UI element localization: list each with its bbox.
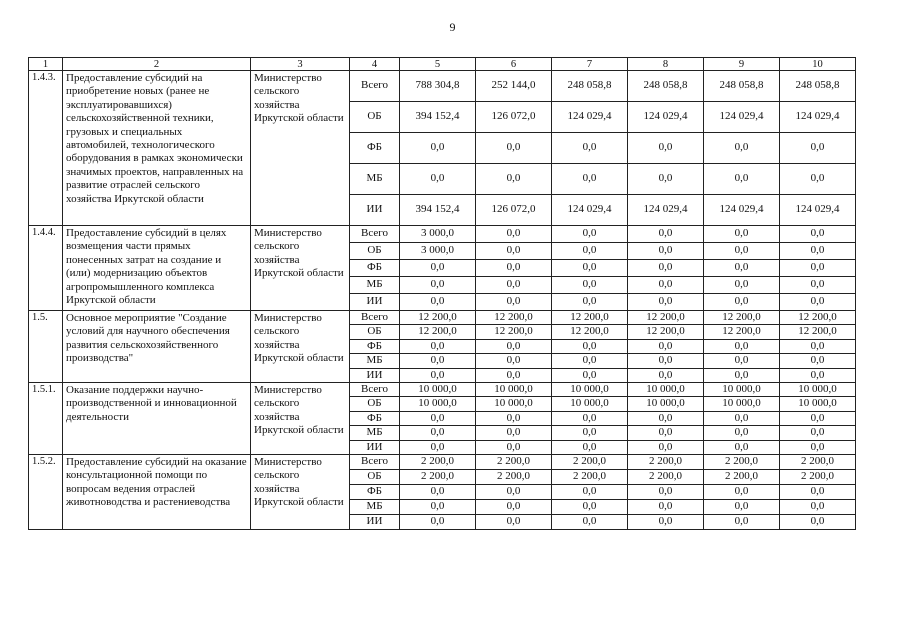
amount-cell: 0,0 [400,260,476,277]
amount-cell: 2 200,0 [628,470,704,485]
amount-cell: 10 000,0 [552,383,628,397]
amount-cell: 126 072,0 [476,195,552,226]
funding-source: ФБ [350,411,400,425]
funding-source: МБ [350,500,400,515]
amount-cell: 124 029,4 [628,102,704,133]
amount-cell: 0,0 [476,226,552,243]
amount-cell: 0,0 [628,226,704,243]
header-cell: 10 [780,58,856,71]
item-number: 1.4.4. [29,226,63,311]
amount-cell: 124 029,4 [552,195,628,226]
header-cell: 1 [29,58,63,71]
funding-source: Всего [350,226,400,243]
amount-cell: 0,0 [628,164,704,195]
amount-cell: 0,0 [780,226,856,243]
amount-cell: 0,0 [704,226,780,243]
amount-cell: 0,0 [780,164,856,195]
amount-cell: 0,0 [780,133,856,164]
funding-source: ФБ [350,485,400,500]
amount-cell: 0,0 [628,426,704,440]
item-ministry: Министерство сельского хозяйства Иркутской области [251,455,350,530]
header-cell: 9 [704,58,780,71]
amount-cell: 0,0 [552,440,628,454]
amount-cell: 0,0 [476,515,552,530]
table-row [29,383,856,397]
amount-cell: 12 200,0 [628,311,704,325]
amount-cell: 0,0 [400,294,476,311]
amount-cell: 0,0 [552,485,628,500]
amount-cell: 394 152,4 [400,195,476,226]
item-number: 1.5.1. [29,383,63,455]
amount-cell: 0,0 [704,339,780,353]
funding-source: ОБ [350,470,400,485]
amount-cell: 0,0 [628,411,704,425]
amount-cell: 0,0 [476,277,552,294]
funding-source: МБ [350,354,400,368]
amount-cell: 0,0 [780,411,856,425]
amount-cell: 10 000,0 [780,397,856,411]
funding-source: ИИ [350,368,400,382]
header-cell: 2 [63,58,251,71]
amount-cell: 0,0 [628,368,704,382]
amount-cell: 0,0 [552,226,628,243]
amount-cell: 0,0 [476,354,552,368]
amount-cell: 2 200,0 [704,470,780,485]
item-number: 1.4.3. [29,71,63,226]
amount-cell: 0,0 [476,294,552,311]
amount-cell: 0,0 [704,277,780,294]
amount-cell: 0,0 [780,426,856,440]
amount-cell: 12 200,0 [704,311,780,325]
amount-cell: 0,0 [476,485,552,500]
amount-cell: 2 200,0 [476,470,552,485]
funding-source: ОБ [350,102,400,133]
amount-cell: 0,0 [400,411,476,425]
amount-cell: 0,0 [400,500,476,515]
amount-cell: 0,0 [780,440,856,454]
amount-cell: 0,0 [552,515,628,530]
amount-cell: 0,0 [476,411,552,425]
amount-cell: 126 072,0 [476,102,552,133]
amount-cell: 0,0 [476,243,552,260]
amount-cell: 12 200,0 [780,311,856,325]
funding-source: ФБ [350,133,400,164]
amount-cell: 10 000,0 [476,383,552,397]
funding-source: МБ [350,277,400,294]
item-ministry: Министерство сельского хозяйства Иркутской области [251,226,350,311]
item-name: Оказание поддержки научно-производственной и инновационной деятельности [63,383,251,455]
amount-cell: 0,0 [476,368,552,382]
amount-cell: 0,0 [628,485,704,500]
amount-cell: 124 029,4 [628,195,704,226]
amount-cell: 0,0 [552,354,628,368]
amount-cell: 394 152,4 [400,102,476,133]
amount-cell: 0,0 [628,277,704,294]
item-ministry: Министерство сельского хозяйства Иркутской области [251,383,350,455]
amount-cell: 0,0 [400,368,476,382]
funding-source: ОБ [350,325,400,339]
amount-cell: 0,0 [552,164,628,195]
amount-cell: 10 000,0 [704,397,780,411]
amount-cell: 0,0 [704,440,780,454]
header-cell: 7 [552,58,628,71]
amount-cell: 2 200,0 [780,470,856,485]
amount-cell: 0,0 [704,354,780,368]
amount-cell: 0,0 [628,294,704,311]
amount-cell: 0,0 [476,339,552,353]
amount-cell: 0,0 [552,260,628,277]
header-cell: 8 [628,58,704,71]
amount-cell: 12 200,0 [628,325,704,339]
amount-cell: 0,0 [780,354,856,368]
amount-cell: 0,0 [476,133,552,164]
amount-cell: 0,0 [704,515,780,530]
item-number: 1.5.2. [29,455,63,530]
amount-cell: 0,0 [704,411,780,425]
amount-cell: 0,0 [780,339,856,353]
header-row [29,58,856,71]
amount-cell: 3 000,0 [400,226,476,243]
amount-cell: 248 058,8 [704,71,780,102]
table-row [29,226,856,243]
amount-cell: 0,0 [780,485,856,500]
amount-cell: 0,0 [400,354,476,368]
item-ministry: Министерство сельского хозяйства Иркутской области [251,311,350,383]
amount-cell: 0,0 [628,339,704,353]
item-number: 1.5. [29,311,63,383]
amount-cell: 10 000,0 [704,383,780,397]
amount-cell: 2 200,0 [400,455,476,470]
amount-cell: 0,0 [476,164,552,195]
amount-cell: 12 200,0 [476,325,552,339]
funding-source: ОБ [350,397,400,411]
amount-cell: 0,0 [704,368,780,382]
amount-cell: 0,0 [628,260,704,277]
amount-cell: 0,0 [400,164,476,195]
amount-cell: 0,0 [780,515,856,530]
amount-cell: 10 000,0 [780,383,856,397]
amount-cell: 124 029,4 [780,102,856,133]
amount-cell: 0,0 [400,440,476,454]
amount-cell: 0,0 [704,133,780,164]
funding-source: ИИ [350,515,400,530]
amount-cell: 0,0 [704,426,780,440]
amount-cell: 0,0 [628,515,704,530]
amount-cell: 3 000,0 [400,243,476,260]
amount-cell: 0,0 [476,260,552,277]
amount-cell: 248 058,8 [628,71,704,102]
amount-cell: 12 200,0 [476,311,552,325]
amount-cell: 0,0 [780,243,856,260]
amount-cell: 10 000,0 [400,383,476,397]
amount-cell: 0,0 [628,243,704,260]
funding-source: ОБ [350,243,400,260]
amount-cell: 0,0 [628,354,704,368]
funding-source: Всего [350,71,400,102]
amount-cell: 0,0 [476,426,552,440]
table-row [29,455,856,470]
amount-cell: 0,0 [704,485,780,500]
amount-cell: 0,0 [704,260,780,277]
amount-cell: 10 000,0 [628,397,704,411]
amount-cell: 0,0 [552,294,628,311]
amount-cell: 124 029,4 [704,102,780,133]
item-name: Предоставление субсидий в целях возмещения части прямых понесенных затрат на создание и (или) модернизацию объектов агропромышленного комплекса Иркутской области [63,226,251,311]
budget-table [28,57,856,530]
amount-cell: 12 200,0 [552,311,628,325]
header-cell: 3 [251,58,350,71]
amount-cell: 12 200,0 [552,325,628,339]
page-number: 9 [449,20,456,34]
amount-cell: 2 200,0 [628,455,704,470]
amount-cell: 2 200,0 [400,470,476,485]
amount-cell: 0,0 [552,426,628,440]
amount-cell: 252 144,0 [476,71,552,102]
funding-source: МБ [350,426,400,440]
funding-source: ФБ [350,260,400,277]
amount-cell: 10 000,0 [400,397,476,411]
amount-cell: 0,0 [780,260,856,277]
header-cell: 5 [400,58,476,71]
amount-cell: 12 200,0 [400,325,476,339]
amount-cell: 0,0 [400,339,476,353]
amount-cell: 0,0 [552,500,628,515]
amount-cell: 0,0 [400,277,476,294]
header-cell: 6 [476,58,552,71]
amount-cell: 10 000,0 [628,383,704,397]
amount-cell: 2 200,0 [552,470,628,485]
amount-cell: 10 000,0 [552,397,628,411]
amount-cell: 0,0 [628,133,704,164]
amount-cell: 0,0 [704,500,780,515]
amount-cell: 0,0 [552,411,628,425]
amount-cell: 124 029,4 [780,195,856,226]
amount-cell: 124 029,4 [704,195,780,226]
funding-source: ИИ [350,440,400,454]
amount-cell: 0,0 [780,500,856,515]
table-row [29,71,856,102]
table-row [29,311,856,325]
amount-cell: 0,0 [552,277,628,294]
funding-source: МБ [350,164,400,195]
amount-cell: 12 200,0 [780,325,856,339]
item-name: Предоставление субсидий на приобретение новых (ранее не эксплуатировавшихся) сельскохозяйственной техники, грузовых и специальных автомобилей, технологического оборудования в рамках экономически значимых проектов, направленных на развитие отраслей сельского хозяйства Иркутской области [63,71,251,226]
amount-cell: 0,0 [476,500,552,515]
amount-cell: 0,0 [704,243,780,260]
amount-cell: 0,0 [552,339,628,353]
funding-source: ФБ [350,339,400,353]
amount-cell: 12 200,0 [704,325,780,339]
amount-cell: 0,0 [628,500,704,515]
amount-cell: 2 200,0 [780,455,856,470]
amount-cell: 0,0 [400,426,476,440]
amount-cell: 2 200,0 [552,455,628,470]
amount-cell: 788 304,8 [400,71,476,102]
amount-cell: 0,0 [704,164,780,195]
amount-cell: 248 058,8 [552,71,628,102]
amount-cell: 12 200,0 [400,311,476,325]
funding-source: Всего [350,311,400,325]
amount-cell: 124 029,4 [552,102,628,133]
amount-cell: 0,0 [552,133,628,164]
table-body [29,58,856,530]
amount-cell: 0,0 [400,515,476,530]
amount-cell: 0,0 [400,133,476,164]
amount-cell: 0,0 [476,440,552,454]
item-name: Основное мероприятие "Создание условий для научного обеспечения развития сельскохозяйственного производства" [63,311,251,383]
funding-source: ИИ [350,195,400,226]
amount-cell: 0,0 [628,440,704,454]
funding-source: ИИ [350,294,400,311]
amount-cell: 2 200,0 [476,455,552,470]
amount-cell: 0,0 [780,277,856,294]
item-ministry: Министерство сельского хозяйства Иркутской области [251,71,350,226]
amount-cell: 0,0 [780,368,856,382]
item-name: Предоставление субсидий на оказание консультационной помощи по вопросам ведения отраслей животноводства и растениеводства [63,455,251,530]
funding-source: Всего [350,455,400,470]
amount-cell: 0,0 [400,485,476,500]
amount-cell: 0,0 [552,243,628,260]
amount-cell: 0,0 [552,368,628,382]
amount-cell: 0,0 [704,294,780,311]
amount-cell: 2 200,0 [704,455,780,470]
header-cell: 4 [350,58,400,71]
amount-cell: 248 058,8 [780,71,856,102]
funding-source: Всего [350,383,400,397]
amount-cell: 0,0 [780,294,856,311]
amount-cell: 10 000,0 [476,397,552,411]
